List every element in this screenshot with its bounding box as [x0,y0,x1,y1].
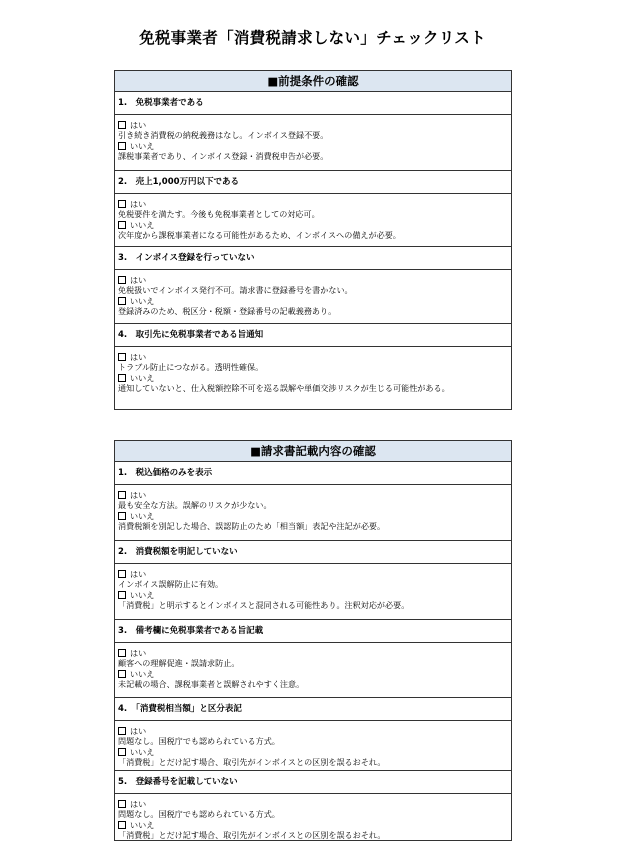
yes-description: 免税要件を満たす。今後も免税事業者としての対応可。 [118,209,320,220]
yes-option[interactable] [118,120,508,130]
checkbox-icon[interactable] [118,727,126,735]
checklist-item [115,462,511,541]
no-option[interactable] [118,141,508,151]
yes-label: はい [130,799,147,809]
section-header: ■請求書記載内容の確認 [115,441,511,462]
checkbox-icon[interactable] [118,512,126,520]
no-label: いいえ [130,668,155,679]
no-description: 次年度から課税事業者になる可能性があるため、インボイスへの備えが必要。 [118,230,401,241]
no-label: いいえ [130,510,155,521]
no-option[interactable] [118,747,508,757]
no-description: 未記載の場合、課税事業者と誤解されやすく注意。 [118,679,305,690]
premise-checklist [114,70,512,410]
yes-option[interactable] [118,490,508,500]
yes-label: はい [130,199,147,209]
yes-option[interactable] [118,352,508,362]
yes-description: インボイス誤解防止に有効。 [118,579,224,590]
yes-label: はい [130,275,147,285]
checkbox-icon[interactable] [118,142,126,150]
yes-description: 問題なし。国税庁でも認められている方式。 [118,736,280,747]
checklist-item [115,247,511,324]
checkbox-icon[interactable] [118,800,126,808]
checkbox-icon[interactable] [118,570,126,578]
yes-label: はい [130,352,147,362]
invoice-checklist [114,440,512,841]
document-title: 免税事業者「消費税請求しない」チェックリスト [139,28,486,47]
checklist-item [115,541,511,620]
no-description: 課税事業者であり、インボイス登録・消費税申告が必要。 [118,151,329,162]
yes-label: はい [130,490,147,500]
no-label: いいえ [130,140,155,151]
checkbox-icon[interactable] [118,121,126,129]
no-description: 登録済みのため、税区分・税額・登録番号の記載義務あり。 [118,306,337,317]
checkbox-icon[interactable] [118,649,126,657]
yes-label: はい [130,120,147,130]
yes-description: 最も安全な方法。誤解のリスクが少ない。 [118,500,272,511]
checkbox-icon[interactable] [118,748,126,756]
no-label: いいえ [130,746,155,757]
no-label: いいえ [130,372,155,383]
checkbox-icon[interactable] [118,374,126,382]
no-label: いいえ [130,219,155,230]
yes-description: 免税扱いでインボイス発行不可。請求書に登録番号を書かない。 [118,285,353,296]
no-description: 通知していないと、仕入税額控除不可を巡る誤解や単価交渉リスクが生じる可能性がある。 [118,383,450,394]
yes-option[interactable] [118,648,508,658]
yes-description: 問題なし。国税庁でも認められている方式。 [118,809,280,820]
yes-description: 顧客への理解促進・誤請求防止。 [118,658,240,669]
no-label: いいえ [130,589,155,600]
checklist-item [115,92,511,171]
no-label: いいえ [130,819,155,830]
checkbox-icon[interactable] [118,591,126,599]
checkbox-icon[interactable] [118,297,126,305]
checkbox-icon[interactable] [118,276,126,284]
item-title: 4. 取引先に免税事業者である旨通知 [115,324,511,347]
checkbox-icon[interactable] [118,491,126,499]
checklist-item [115,620,511,698]
no-description: 「消費税」とだけ記す場合、取引先がインボイスとの区別を誤るおそれ。 [118,757,386,768]
checklist-item [115,771,511,844]
checkbox-icon[interactable] [118,200,126,208]
checkbox-icon[interactable] [118,670,126,678]
no-option[interactable] [118,220,508,230]
yes-option[interactable] [118,275,508,285]
item-title: 1. 免税事業者である [115,92,511,115]
yes-option[interactable] [118,726,508,736]
yes-description: 引き続き消費税の納税義務はなし。インボイス登録不要。 [118,130,329,141]
item-title: 5. 登録番号を記載していない [115,771,511,794]
yes-option[interactable] [118,799,508,809]
yes-option[interactable] [118,199,508,209]
no-label: いいえ [130,295,155,306]
section-header: ■前提条件の確認 [115,71,511,92]
no-option[interactable] [118,296,508,306]
checklist-item [115,698,511,771]
checkbox-icon[interactable] [118,353,126,361]
no-option[interactable] [118,590,508,600]
yes-label: はい [130,648,147,658]
yes-description: トラブル防止につながる。透明性確保。 [118,362,264,373]
no-option[interactable] [118,373,508,383]
checkbox-icon[interactable] [118,821,126,829]
yes-option[interactable] [118,569,508,579]
no-description: 消費税額を別記した場合、誤認防止のため「相当額」表記や注記が必要。 [118,521,386,532]
checklist-item [115,171,511,247]
no-option[interactable] [118,669,508,679]
no-option[interactable] [118,511,508,521]
item-title: 3. インボイス登録を行っていない [115,247,511,270]
checklist-item [115,324,511,413]
item-title: 4. 「消費税相当額」と区分表記 [115,698,511,721]
yes-label: はい [130,726,147,736]
no-description: 「消費税」とだけ記す場合、取引先がインボイスとの区別を誤るおそれ。 [118,830,386,841]
item-title: 3. 備考欄に免税事業者である旨記載 [115,620,511,643]
item-title: 2. 消費税額を明記していない [115,541,511,564]
item-title: 1. 税込価格のみを表示 [115,462,511,485]
no-option[interactable] [118,820,508,830]
yes-label: はい [130,569,147,579]
no-description: 「消費税」と明示するとインボイスと混同される可能性あり。注釈対応が必要。 [118,600,410,611]
checkbox-icon[interactable] [118,221,126,229]
item-title: 2. 売上1,000万円以下である [115,171,511,194]
